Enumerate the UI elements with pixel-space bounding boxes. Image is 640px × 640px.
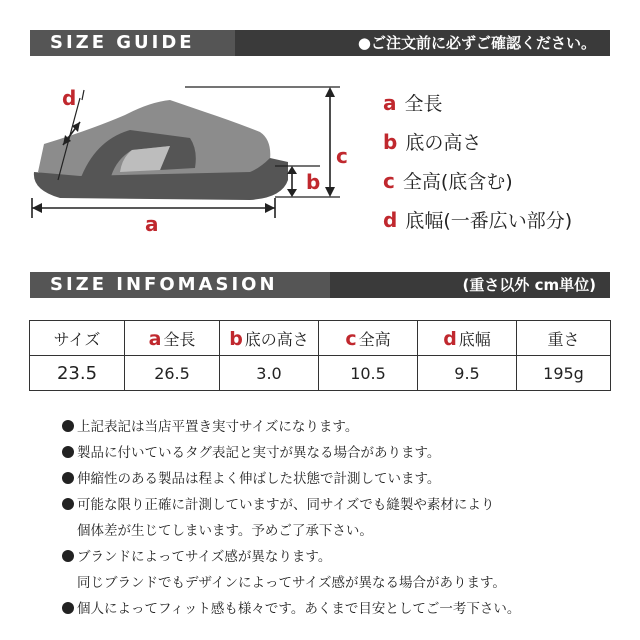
- order-notice: ●ご注文前に必ずご確認ください。: [357, 34, 596, 52]
- note-item: 同じブランドでもデザインによってサイズ感が異なる場合があります。: [77, 575, 506, 591]
- diagram-label-c: c: [336, 144, 348, 168]
- note-item: 伸縮性のある製品は程よく伸ばした状態で計測しています。: [62, 466, 520, 492]
- note-item: 製品に付いているタグ表記と実寸が異なる場合があります。: [62, 440, 520, 466]
- header-sole-width: d 底幅: [418, 321, 517, 356]
- notes-list: [62, 414, 520, 622]
- header-sole-height: b 底の高さ: [220, 321, 319, 356]
- note-item: 個人によってフィット感も様々です。あくまで目安としてご一考下さい。: [62, 596, 520, 622]
- note-item: 上記表記は当店平置き実寸サイズになります。: [62, 414, 520, 440]
- diagram-label-a: a: [145, 212, 159, 236]
- note-item: 可能な限り正確に計測していますが、同サイズでも縫製や素材により: [62, 492, 520, 518]
- header-length: a 全長: [125, 321, 220, 356]
- cell-length: 26.5: [125, 356, 220, 391]
- note-item: ブランドによってサイズ感が異なります。: [62, 544, 520, 570]
- note-item: 個体差が生じてしまいます。予めご了承下さい。: [77, 523, 373, 539]
- unit-note: (重さ以外 cm単位): [462, 276, 596, 294]
- cell-size: 23.5: [30, 356, 125, 391]
- bullet-icon: [62, 420, 74, 432]
- size-guide-title: SIZE GUIDE: [50, 32, 195, 53]
- cell-weight: 195g: [517, 356, 611, 391]
- dimension-legend: [383, 88, 572, 244]
- cell-total-height: 10.5: [319, 356, 418, 391]
- bullet-icon: [62, 498, 74, 510]
- header-total-height: c 全高: [319, 321, 418, 356]
- size-table: [29, 320, 611, 391]
- table-header-row: [30, 321, 611, 356]
- legend-item: a 全長: [383, 91, 443, 115]
- bullet-icon: [62, 550, 74, 562]
- legend-item: c 全高(底含む): [383, 169, 513, 193]
- bullet-icon: [62, 446, 74, 458]
- legend-item: b 底の高さ: [383, 130, 482, 154]
- table-row: [30, 356, 611, 391]
- cell-sole-width: 9.5: [418, 356, 517, 391]
- legend-item: d 底幅(一番広い部分): [383, 208, 573, 232]
- diagram-label-d: d: [62, 86, 77, 110]
- bullet-icon: [62, 602, 74, 614]
- size-info-header: [30, 272, 610, 298]
- header-weight: 重さ: [517, 321, 611, 356]
- cell-sole-height: 3.0: [220, 356, 319, 391]
- header-size: サイズ: [30, 321, 125, 356]
- size-guide-header: [30, 30, 610, 56]
- diagram-label-b: b: [306, 170, 321, 194]
- bullet-icon: [62, 472, 74, 484]
- size-info-title: SIZE INFOMASION: [50, 274, 278, 295]
